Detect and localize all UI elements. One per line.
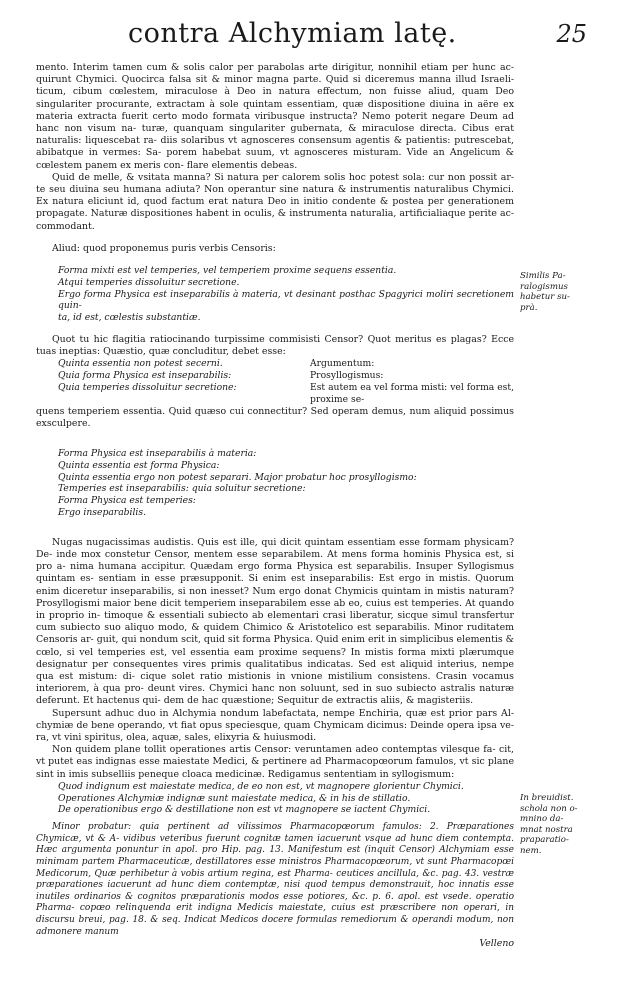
catchword: Velleno [479,938,514,950]
paragraph: mento. Interim tamen cum & solis calor per parabolas arte dirigitur, nonnihil etiam per hunc ac- quirunt Chymici. Quocirca falsa sit & minor magna parte. Quid si diceremus manna illud Israeli- ticum, cibum cœlestem, miraculose à Deo in natura effectum, non fuisse aliud, quam Deo singulariter procurante, extractam à sole quintam essentiam, quæ dispositione diuina in aëre ex materia extracta fuerit certo modo formata viribusque instructa? Nemo poterit negare Deum ad hanc non visum na- turæ, quanquam singulariter gubernata, & miraculose directa. Cibus erat naturalis: liquescebat ra- diis solaribus vt agnosceres consensum agentis & patientis: putrescebat, abibatque in vermes: Sa- porem habebat suum, vt agnosceres misturam. Vide an Angelicum & cœlestem panem ex meris con- flare elementis debeas. [36,62,515,171]
paragraph: Non quidem plane tollit operationes artis Censor: veruntamen adeo contemptas vilesque fa- cit, vt putet eas indignas esse maiestate Medici, & pertinere ad Pharmacopœorum famulos, vt sic plane sint in imis subselliis peneque cloaca medicinæ. Redigamus sententiam in syllogismum: [36,744,514,780]
running-title: contra Alchymiam latę. [128,18,457,49]
syllogism: Forma Physica est inseparabilis à materia: Quinta essentia est forma Physica: Quinta essentia ergo non potest separari. Major probatur hoc prosyllogismo: Temperies est inseparabilis: quia soluitur secretione: Forma Physica est temperies: Ergo inseparabilis. [58,448,417,519]
page-number: 25 [556,20,587,48]
paragraph: Nugas nugacissimas audistis. Quis est ille, qui dicit quintam essentiam esse formam physicam? De- inde mox constetur Censor, mentem esse separabilem. At mens forma hominis Physica est, si pro a- nima humana accipitur. Quædam ergo forma Physica est separabilis. Insuper Syllogismus quintam es- sentiam in esse præsupponit. Si enim est inseparabilis: Est ergo in mistis. Quorum enim diceretur inseparabilis, si non inesset? Num ergo donat Chymicis quintam in mistis naturam? Prosyllogismi maior bene dicit temperiem inseparabilem esse ab eo, cuius est temperies. At quando in proprio in- timoque & essentiali subiecto ab elementari crasi liberatur, sicque simul transfertur cum subiecto suo aliquo modo, & quidem Chimico & Aristotelico est separabilis. Minor ruditatem Censoris ar- guit, qui nondum scit, quid sit forma Physica. Quid enim erit in simplicibus elementis & cœlo, si vel temperies est, vel essentia eam proxime sequens? In mistis forma mixti plærumque designatur per consequentes vires primis qualitatibus indicatas. Sed est aliquid interius, nempe qua est mistum: di- cique solet ratio mistionis in vnione mistilium consistens. Crasin vocamus interiorem, à qua pro- deunt vires. Chymici hanc non soluunt, sed in suo subiecto astralis naturæ deferunt. Et hactenus qui- dem de hac quæstione; Sequitur de extractis aliis, & magisteriis. [36,536,515,707]
page-header [0,18,619,58]
paragraph: Aliud: quod proponemus puris verbis Censoris: [52,242,276,254]
syllogism: Forma mixti est vel temperies, vel temperiem proxime sequens essentia. Atqui temperies dissoluitur secretione. Ergo forma Physica est inseparabilis à materia, vt desinant posthac Spagyrici moliri secretionem quin- ta, id est, cœlestis substantiæ. [58,265,514,324]
paragraph: Quot tu hic flagitia ratiocinando turpissime commisisti Censor? Quot meritus es plagas? Ecce tuas ineptias: Quæstio, quæ concluditur, debet esse: [36,334,514,358]
syllogism: Quinta essentia non potest secerni. Argumentum: Quia forma Physica est inseparabilis: Prosyllogismus: Quia temperies dissoluitur secretione: Est autem ea vel forma misti: vel forma est, proxime se- [58,358,514,405]
margin-note: In breuidist. schola non o- mnino da- mnat nostra praparatio- nem. [520,793,578,856]
paragraph: Supersunt adhuc duo in Alchymia nondum labefactata, nempe Enchiria, quæ est prior pars Al- chymiæ de bene operando, vt fiat opus speciesque, quam Chymicam dicimus: Deinde opera ipsa ve- ra, vt vini spiritus, olea, aquæ, sales, elixyria & huiusmodi. [36,707,514,744]
paragraph: Minor probatur: quia pertinent ad vilissimos Pharmacopœorum famulos: 2. Præparationes Chymicæ, vt & A- vidibus veteribus fuerunt cognitæ tamen iacuerunt vsque ad hunc diem contempta. Hæc argumenta ponuntur in apol. pro Hip. pag. 13. Manifestum est (inquit Censor) Alchymiam esse minimam partem Pharmaceuticæ, destillatores esse ministros Pharmacopœorum, vt sunt Pharmacopœi Medicorum, Quæ perhibetur à vobis artium regina, est Pharma- ceutices ancillula, &c. pag. 43. vestræ præparationes iacuerunt ad hunc diem contemptæ, nisi quod tempus demonstrauit, hoc innatis esse inutiles ordinarios & cognitos præparationis modos esse potiores, &c. p. 6. apol. est vsede. operatio Pharma- copœo relinquenda erit indigna Medicis maiestate, cuius est præscribere non operari, in discursu breui, pag. 18. & seq. Indicat Medicos docere formulas remediorum & operandi modum, non admonere manum [36,822,515,937]
margin-note: Similis Pa- ralogismus habetur su- prà. [520,271,570,313]
main-text [36,62,514,950]
paragraph: quens temperiem essentia. Quid quæso cui connectitur? Sed operam demus, num aliquid possimus exsculpere. [36,405,514,429]
paragraph: Quid de melle, & vsitata manna? Si natura per calorem solis hoc potest sola: cur non possit ar- te seu diuina seu humana adiuta? Non operantur sine natura & instrumentis naturalibus Chymici. Ex natura eliciunt id, quod factum erat natura Deo in initio condente & postea per generationem propagate. Naturæ dispositiones habent in oculis, & instrumenta naturalia, artificialiaque perite ac- commodant. [36,171,514,232]
syllogism: Quod indignum est maiestate medica, de eo non est, vt magnopere glorientur Chymici. Operationes Alchymiæ indignæ sunt maiestate medica, & in his de stillatio. De operationibus ergo & destillatione non est vt magnopere se iactent Chymici. [58,780,464,816]
